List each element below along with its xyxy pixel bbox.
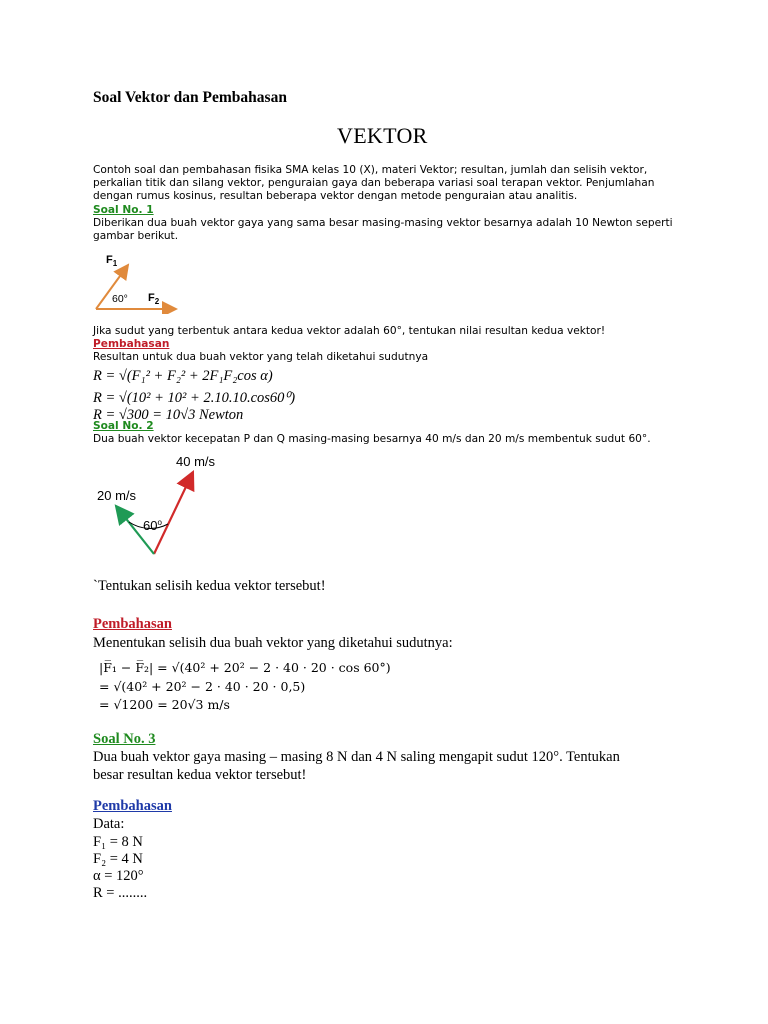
soal-2-question: `Tentukan selisih kedua vektor tersebut! — [93, 578, 326, 594]
page-title: VEKTOR — [337, 123, 428, 148]
data-f2: F₂ = 4 N — [93, 851, 143, 867]
f1-label: $F_1$ — [106, 254, 118, 268]
document-title: Soal Vektor dan Pembahasan — [93, 89, 287, 106]
data-label: Data: — [93, 816, 125, 832]
soal-2-equation-3: = √1200 = 20√3 m/s — [99, 697, 230, 712]
soal-1-equation-2: R = √(10² + 10² + 2.10.10.cos60⁰) — [93, 390, 296, 406]
angle-label: 60$^o$ — [143, 518, 162, 533]
soal-1-heading: Soal No. 1 — [93, 204, 154, 216]
soal-2-heading: Soal No. 2 — [93, 420, 154, 432]
soal-3-pembahasan-heading: Pembahasan — [93, 798, 172, 814]
data-f1: F₁ = 8 N — [93, 834, 143, 850]
vector-40-arrow — [154, 472, 193, 554]
angle-label: 60° — [112, 293, 128, 305]
soal-1-text-2: gambar berikut. — [93, 230, 179, 242]
soal-1-equation-3: R = √300 = 10√3 Newton — [93, 407, 244, 423]
f2-label: $F_2$ — [148, 292, 160, 306]
intro-line-1: Contoh soal dan pembahasan fisika SMA kelas 10 (X), materi Vektor; resultan, jumlah dan selisih vektor, — [93, 164, 648, 176]
soal-1-pembahasan-heading: Pembahasan — [93, 338, 170, 350]
label-40-ms: 40 m/s — [176, 454, 216, 469]
soal-1-text-1: Diberikan dua buah vektor gaya yang sama besar masing-masing vektor besarnya adalah 10 Newton seperti — [93, 217, 673, 229]
soal-2-text: Dua buah vektor kecepatan P dan Q masing-masing besarnya 40 m/s dan 20 m/s membentuk sudut 60°. — [93, 433, 651, 445]
label-20-ms: 20 m/s — [97, 488, 137, 503]
soal-2-vector-diagram — [92, 450, 232, 562]
intro-line-3: dengan rumus kosinus, resultan beberapa vektor dengan metode penguraian atau analitis. — [93, 190, 578, 202]
data-r: R = ........ — [93, 885, 148, 901]
soal-1-vector-diagram — [90, 252, 190, 314]
soal-2-pembahasan-text: Menentukan selisih dua buah vektor yang diketahui sudutnya: — [93, 635, 453, 651]
soal-3-text-1: Dua buah vektor gaya masing – masing 8 N dan 4 N saling mengapit sudut 120°. Tentukan — [93, 749, 620, 765]
soal-2-equation-1: |F̅₁ − F̅₂| = √(40² + 20² − 2 · 40 · 20 · cos 60°) — [99, 660, 391, 675]
soal-1-question: Jika sudut yang terbentuk antara kedua vektor adalah 60°, tentukan nilai resultan kedua vektor! — [93, 325, 606, 337]
soal-1-pembahasan-text: Resultan untuk dua buah vektor yang telah diketahui sudutnya — [93, 351, 429, 363]
soal-1-equation-1: R = √(F₁² + F₂² + 2F₁F₂cos α) — [93, 368, 273, 384]
soal-2-equation-2: = √(40² + 20² − 2 · 40 · 20 · 0,5) — [99, 679, 306, 694]
soal-3-text-2: besar resultan kedua vektor tersebut! — [93, 767, 307, 783]
intro-line-2: perkalian titik dan silang vektor, penguraian gaya dan beberapa variasi soal terapan vektor. Penjumlahan — [93, 177, 655, 189]
data-alpha: α = 120° — [93, 868, 144, 884]
soal-2-pembahasan-heading: Pembahasan — [93, 616, 172, 632]
soal-3-heading: Soal No. 3 — [93, 731, 156, 747]
